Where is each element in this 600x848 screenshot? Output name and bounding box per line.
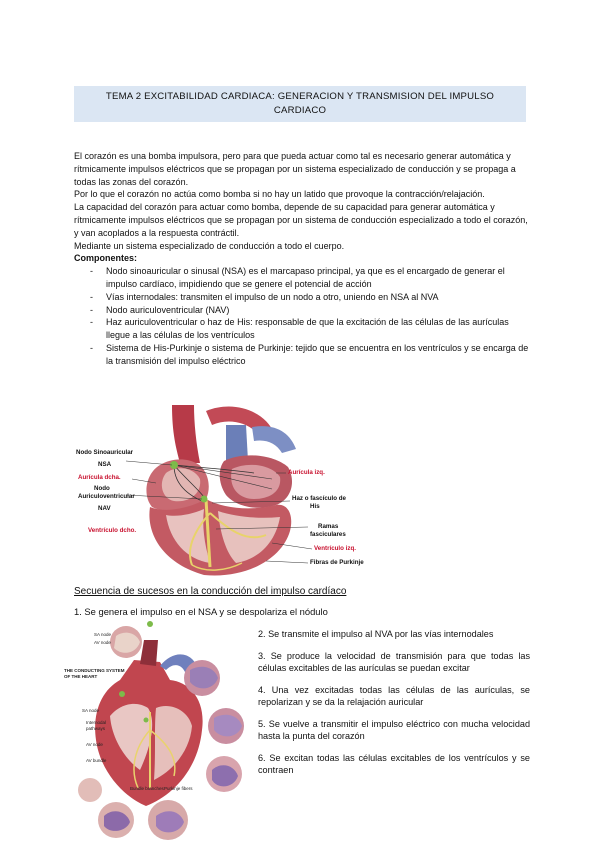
sequence-step: 3. Se produce la velocidad de transmisión para que todas las células excitables de las aurículas se puedan excitar: [258, 651, 530, 673]
label-system-title-1: THE CONDUCTING SYSTEM: [64, 668, 125, 673]
dash-bullet: -: [90, 291, 93, 302]
label-ventriculo-dcho: Ventrículo dcho.: [88, 527, 137, 534]
list-item-text: Vías internodales: transmiten el impulso de un nodo a otro, uniendo en NSA al NVA: [106, 291, 439, 302]
sequence-step: 4. Una vez excitadas todas las células de las aurículas, se repolarizan y se da la relajación auricular: [258, 685, 530, 707]
label-bundle-branches: Bundle branches: [130, 786, 164, 791]
sequence-heading: Secuencia de sucesos en la conducción del impulso cardíaco: [74, 586, 347, 597]
intro-section: [74, 150, 530, 368]
conducting-system-illustration: [60, 620, 256, 844]
conducting-system-figure: [60, 620, 256, 844]
label-sa-node: SA node: [82, 708, 100, 713]
list-item: [74, 265, 530, 291]
sequence-step-1: 1. Se genera el impulso en el NSA y se despolariza el nódulo: [74, 606, 328, 617]
label-pathways: pathways: [86, 726, 106, 731]
label-av-bundle: AV bundle: [86, 758, 107, 763]
intro-paragraph-1: El corazón es una bomba impulsora, pero para que pueda actuar como tal es necesario generar automática y rítmicamente impulsos eléctricos que se propagan por un sistema especializado de conducción y se propaga a todas las zonas del corazón.: [74, 151, 516, 187]
list-item: [74, 304, 530, 317]
label-ramas: Ramas: [318, 523, 339, 530]
intro-paragraph-4: Mediante un sistema especializado de conducción a todo el cuerpo.: [74, 240, 345, 251]
list-item-text: Haz auriculoventricular o haz de His: responsable de que la excitación de las células de las aurículas llegue a las células de los ventrículos: [106, 317, 509, 341]
dash-bullet: -: [90, 317, 93, 328]
intro-paragraph-3: La capacidad del corazón para actuar como bomba, depende de su capacidad para generar automática y rítmicamente impulsos eléctricos que se propagan por un sistema de conducción especializado a todo el corazón, y van acoplados a la respuesta contráctil.: [74, 202, 528, 238]
intro-paragraph-2: Por lo que el corazón no actúa como bomba si no hay un latido que provoque la contracción/relajación.: [74, 189, 485, 200]
label-his: His: [310, 503, 320, 510]
sequence-step: 5. Se vuelve a transmitir el impulso eléctrico con mucha velocidad hasta la punta del corazón: [258, 719, 530, 741]
label-nsa: NSA: [98, 461, 112, 468]
label-nav: NAV: [98, 505, 111, 512]
label-nodo-sinoauricular: Nodo Sinoauricular: [76, 449, 134, 456]
components-list: [74, 265, 530, 367]
dash-bullet: -: [90, 266, 93, 277]
heart-illustration: [76, 403, 376, 579]
title-line-2: CARDIACO: [273, 105, 327, 116]
list-item: [74, 342, 530, 368]
label-system-title-2: OF THE HEART: [64, 674, 98, 679]
list-item: [74, 316, 530, 342]
list-item-text: Nodo sinoauricular o sinusal (NSA) es el marcapaso principal, ya que es el encargado de generar el impulso cardíaco, impidiendo que se genere el potencial de acción: [106, 266, 505, 289]
label-auricula-izq: Aurícula izq.: [288, 469, 325, 476]
label-ventriculo-izq: Ventrículo izq.: [314, 545, 356, 552]
label-purkinje: Purkinje fibers: [164, 786, 193, 791]
dash-bullet: -: [90, 342, 93, 353]
sequence-step: 6. Se excitan todas las células excitables de los ventrículos y se contraen: [258, 753, 530, 775]
label-auricula-dcha: Aurícula dcha.: [78, 474, 121, 481]
list-item-text: Nodo auriculoventricular (NAV): [106, 304, 230, 315]
label-av-node-top: AV node: [94, 640, 111, 645]
label-haz-fasciculo: Haz o fascículo de: [292, 495, 346, 502]
sequence-steps: [258, 628, 530, 786]
label-fibras-purkinje: Fibras de Purkinje: [310, 559, 364, 566]
components-heading: Componentes:: [74, 253, 137, 264]
label-sa-node-top: SA node: [94, 632, 112, 637]
document-title: [74, 86, 526, 122]
heart-conduction-figure: [76, 403, 376, 579]
list-item: [74, 291, 530, 304]
dash-bullet: -: [90, 304, 93, 315]
sequence-step: 2. Se transmite el impulso al NVA por las vías internodales: [258, 629, 494, 639]
title-line-1: TEMA 2 EXCITABILIDAD CARDIACA: GENERACION Y TRANSMISION DEL IMPULSO: [105, 91, 495, 102]
label-auriculoventricular: Auriculoventricular: [78, 493, 135, 500]
label-fasciculares: fasciculares: [310, 531, 346, 538]
label-av-node: AV node: [86, 742, 103, 747]
label-internodal: Internodal: [86, 720, 107, 725]
list-item-text: Sistema de His-Purkinje o sistema de Purkinje: tejido que se encuentra en los ventrículos y se encarga de la transmisión del impulso eléctrico: [106, 342, 529, 366]
label-nodo: Nodo: [94, 485, 110, 492]
